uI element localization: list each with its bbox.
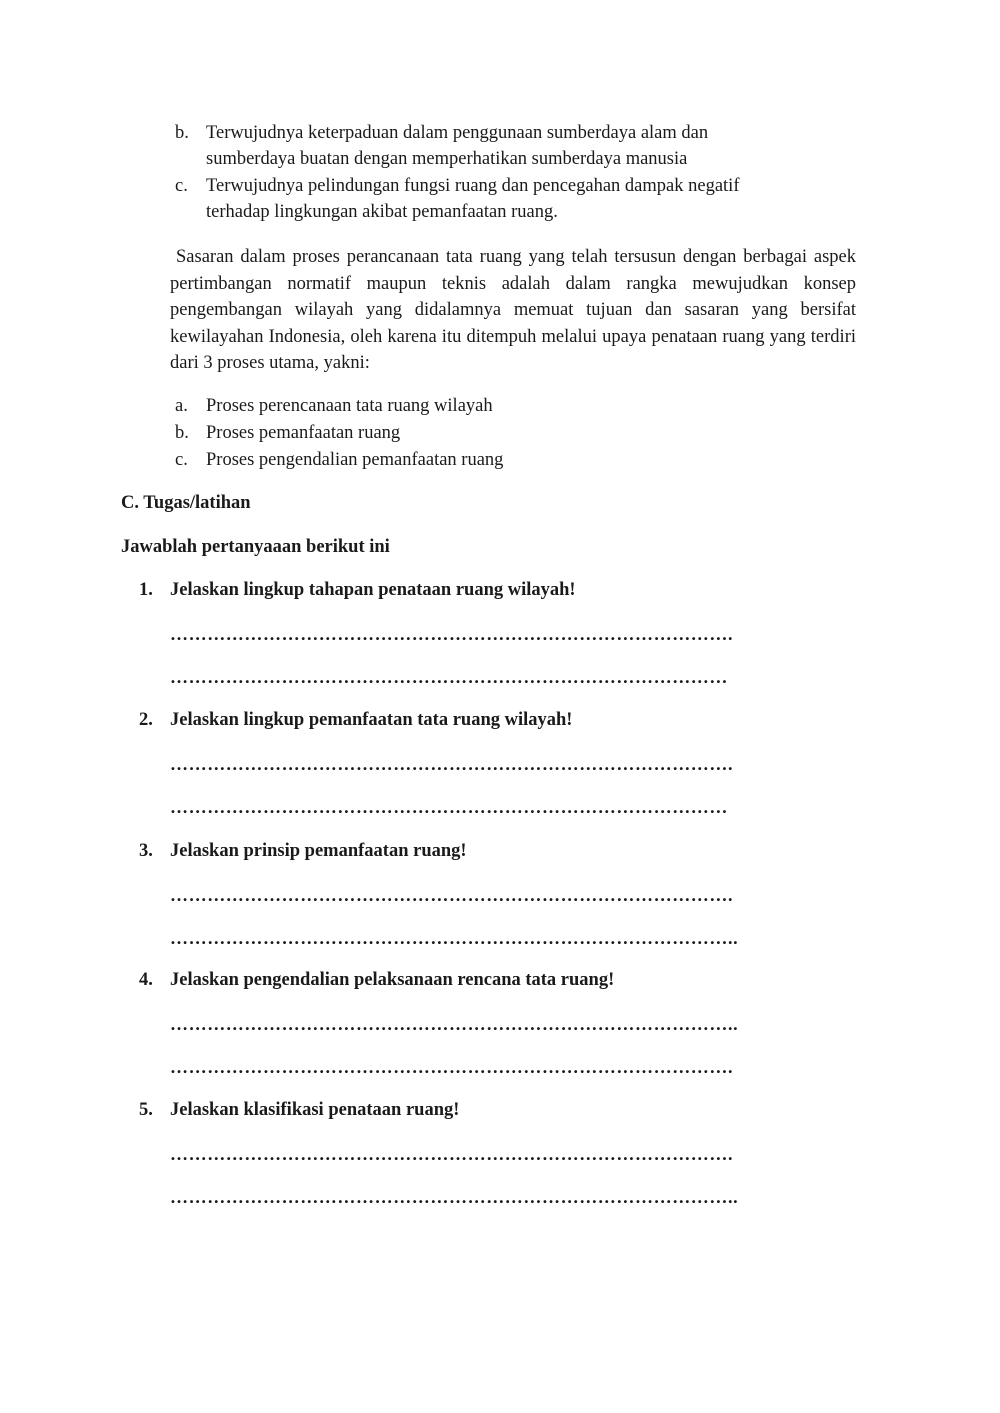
- answer-line[interactable]: ……………………………………………………………………………….: [170, 1057, 734, 1077]
- answer-line[interactable]: ………………………………………………………………………………..: [170, 928, 739, 948]
- answer-line[interactable]: ……………………………………………………………………………….: [170, 1144, 734, 1164]
- question-text: Jelaskan prinsip pemanfaatan ruang!: [170, 841, 467, 861]
- list-marker: b.: [175, 123, 189, 143]
- answer-line[interactable]: ……………………………………………………………………………….: [170, 624, 734, 644]
- question-text: Jelaskan lingkup tahapan penataan ruang wilayah!: [170, 580, 576, 600]
- question-number: 5.: [139, 1100, 153, 1120]
- list-item-text: sumberdaya buatan dengan memperhatikan sumberdaya manusia: [206, 149, 688, 169]
- answer-line[interactable]: ………………………………………………………………………………..: [170, 1014, 739, 1034]
- instruction-text: Jawablah pertanyaaan berikut ini: [121, 537, 390, 557]
- list-item-text: Terwujudnya keterpaduan dalam penggunaan sumberdaya alam dan: [206, 123, 709, 143]
- answer-line[interactable]: ………………………………………………………………………………..: [170, 1187, 739, 1207]
- list-marker: a.: [175, 396, 188, 416]
- answer-line[interactable]: ……………………………………………………………………………….: [170, 885, 734, 905]
- answer-line[interactable]: ……………………………………………………………………………….: [170, 754, 734, 774]
- list-item-text: Proses pemanfaatan ruang: [206, 423, 401, 443]
- list-marker: b.: [175, 423, 189, 443]
- question-text: Jelaskan klasifikasi penataan ruang!: [170, 1100, 460, 1120]
- section-heading: C. Tugas/latihan: [121, 493, 251, 513]
- question-number: 3.: [139, 841, 153, 861]
- body-paragraph: Sasaran dalam proses perancanaan tata ruang yang telah tersusun dengan berbagai aspek pertimbangan normatif maupun teknis adalah dalam rangka mewujudkan konsep pengembangan wilayah yang didalamnya memuat tujuan dan sasaran yang bersifat kewilayahan Indonesia, oleh karena itu ditempuh melalui upaya penataan ruang yang terdiri dari 3 proses utama, yakni:: [170, 247, 856, 373]
- answer-line[interactable]: ………………………………………………………………………………: [170, 797, 728, 817]
- question-number: 1.: [139, 580, 153, 600]
- question-number: 4.: [139, 970, 153, 990]
- list-marker: c.: [175, 450, 188, 470]
- question-number: 2.: [139, 710, 153, 730]
- list-item-text: Terwujudnya pelindungan fungsi ruang dan pencegahan dampak negatif: [206, 176, 740, 196]
- answer-line[interactable]: ………………………………………………………………………………: [170, 667, 728, 687]
- list-item-text: terhadap lingkungan akibat pemanfaatan ruang.: [206, 202, 558, 222]
- list-item-text: Proses perencanaan tata ruang wilayah: [206, 396, 493, 416]
- list-marker: c.: [175, 176, 188, 196]
- list-item-text: Proses pengendalian pemanfaatan ruang: [206, 450, 504, 470]
- question-text: Jelaskan lingkup pemanfaatan tata ruang wilayah!: [170, 710, 573, 730]
- question-text: Jelaskan pengendalian pelaksanaan rencana tata ruang!: [170, 970, 615, 990]
